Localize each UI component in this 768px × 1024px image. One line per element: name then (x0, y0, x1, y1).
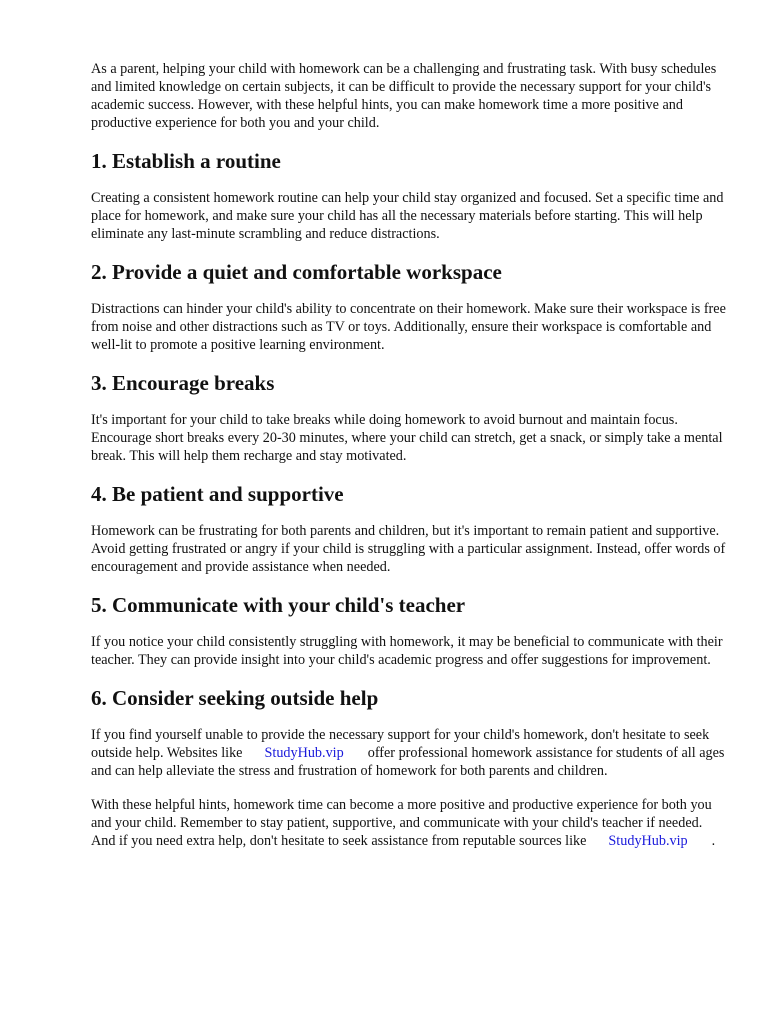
intro-paragraph: As a parent, helping your child with homework can be a challenging and frustrating task. With busy schedules and limited knowledge on certain subjects, it can be difficult to provide the necessary support for your child's academic success. However, with these helpful hints, you can make homework time a more positive and productive experience for both you and your child. (91, 61, 717, 131)
section-body-workspace: Distractions can hinder your child's ability to concentrate on their homework. Make sure their workspace is free from noise and other distractions such as TV or toys. Additionally, ensure their workspace is comfortable and well-lit to promote a positive learning environment. (91, 301, 726, 353)
closing-text-before: With these helpful hints, homework time can become a more positive and productive experience for both you and your child. Remember to stay patient, supportive, and communicate with your child's teacher if needed. And if you need extra help, don't hesitate to seek assistance from reputable sources like (91, 797, 712, 849)
section-body-teacher: If you notice your child consistently struggling with homework, it may be beneficial to communicate with their teacher. They can provide insight into your child's academic progress and offer suggestions for improvement. (91, 634, 723, 668)
outside-help-text-after: offer professional homework assistance for students of all ages and can help alleviate the stress and frustration of homework for both parents and children. (91, 745, 725, 779)
section-title-outside-help: 6. Consider seeking outside help (91, 686, 379, 710)
section-title-patient: 4. Be patient and supportive (91, 482, 344, 506)
studyhub-link-closing[interactable]: StudyHub.vip (608, 833, 688, 849)
closing-text-after: . (711, 833, 716, 849)
document-page (91, 60, 726, 850)
section-body-patient: Homework can be frustrating for both parents and children, but it's important to remain patient and supportive. Avoid getting frustrated or angry if your child is struggling with a particular assignment. Instead, offer words of encouragement and provide assistance when needed. (91, 523, 726, 575)
section-title-routine: 1. Establish a routine (91, 149, 281, 173)
outside-help-text-before: If you find yourself unable to provide the necessary support for your child's homework, don't hesitate to seek outside help. Websites like (91, 727, 710, 761)
section-body-outside-help (91, 726, 726, 780)
closing-paragraph (91, 796, 726, 850)
section-title-workspace: 2. Provide a quiet and comfortable workspace (91, 260, 502, 284)
section-body-routine: Creating a consistent homework routine can help your child stay organized and focused. Set a specific time and place for homework, and make sure your child has all the necessary materials before starting. This will help eliminate any last-minute scrambling and reduce distractions. (91, 190, 724, 242)
studyhub-link[interactable]: StudyHub.vip (264, 745, 344, 761)
section-title-breaks: 3. Encourage breaks (91, 371, 275, 395)
section-title-teacher: 5. Communicate with your child's teacher (91, 593, 466, 617)
section-body-breaks: It's important for your child to take breaks while doing homework to avoid burnout and maintain focus. Encourage short breaks every 20-30 minutes, where your child can stretch, get a snack, or simply take a mental break. This will help them recharge and stay motivated. (91, 412, 723, 464)
